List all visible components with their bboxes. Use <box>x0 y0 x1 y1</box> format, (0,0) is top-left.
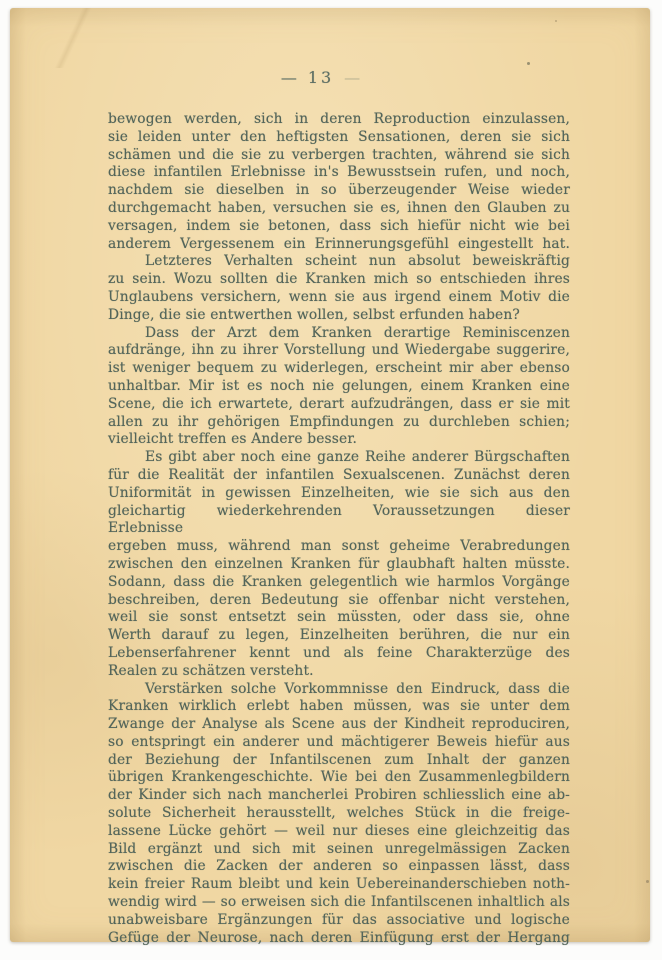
text-line: ergeben muss, während man sonst geheime Verabredungen <box>108 538 570 555</box>
text-line: Letzteres Verhalten scheint nun absolut beweiskräftig <box>145 253 570 270</box>
text-line: Verstärken solche Vorkommnisse den Eindruck, dass die <box>145 680 570 697</box>
text-line: Uniformität in gewissen Einzelheiten, wie sie sich aus den <box>108 484 570 501</box>
text-line: durchgemacht haben, versuchen sie es, ihnen den Glauben zu <box>108 199 570 216</box>
text-line: unabweisbare Ergänzungen für das associative und logische <box>108 911 570 928</box>
text-line: Bild ergänzt und sich mit seinen unregelmässigen Zacken <box>108 840 570 857</box>
text-line: Lebenserfahrener kennt und als feine Charakterzüge des <box>108 644 570 661</box>
text-line: für die Realität der infantilen Sexualscenen. Zunächst deren <box>108 466 570 483</box>
text-line: Es gibt aber noch eine ganze Reihe anderer Bürgschaften <box>145 449 570 466</box>
page-number-header <box>10 68 632 87</box>
paragraph <box>108 325 570 450</box>
book-page <box>10 8 650 946</box>
text-line: lassene Lücke gehört — weil nur dieses eine gleichzeitig das <box>108 822 570 839</box>
text-line: zu sein. Wozu sollten die Kranken mich so entschieden ihres <box>108 271 570 288</box>
ink-speck <box>555 20 557 22</box>
text-line: vielleicht treffen es Andere besser. <box>108 431 358 448</box>
text-line: allen zu ihr gehörigen Empfindungen zu durchleben schien; <box>108 413 570 430</box>
text-line: der Beziehung der Infantilscenen zum Inhalt der ganzen <box>108 751 570 768</box>
text-line: Realen zu schätzen versteht. <box>108 662 314 679</box>
paper-crease <box>28 8 118 68</box>
text-line: Scene, die ich erwartete, derart aufzudrängen, dass er sie mit <box>108 395 570 412</box>
text-line: Sodann, dass die Kranken gelegentlich wie harmlos Vorgänge <box>108 573 570 590</box>
text-line: zwischen die Zacken der anderen so einpassen lässt, dass <box>108 858 570 875</box>
text-line: gleichartig wiederkehrenden Voraussetzungen dieser Erlebnisse <box>108 502 570 537</box>
text-line: Zwange der Analyse als Scene aus der Kindheit reproduciren, <box>108 716 570 733</box>
text-line: solute Sicherheit herausstellt, welches Stück in die freige- <box>108 805 570 822</box>
text-line: nachdem sie dieselben in so überzeugender Weise wieder <box>108 182 570 199</box>
header-dash-left: — <box>280 68 298 87</box>
text-line: wendig wird — so erweisen sich die Infantilscenen inhaltlich als <box>108 894 570 911</box>
paragraph <box>108 111 570 253</box>
text-line: kein freier Raum bleibt und kein Uebereinanderschieben noth- <box>108 876 570 893</box>
text-line: Dinge, die sie entwerthen wollen, selbst erfunden haben? <box>108 306 520 323</box>
header-dash-right: — <box>344 68 362 87</box>
page-number: 13 <box>307 68 335 87</box>
ink-speck <box>527 62 530 65</box>
text-line: so entspringt ein anderer und mächtigerer Beweis hiefür aus <box>108 733 570 750</box>
text-line: übrigen Krankengeschichte. Wie bei den Zusammenlegbildern <box>108 769 570 786</box>
text-line: bewogen werden, sich in deren Reproduction einzulassen, <box>108 111 570 127</box>
text-line: Unglaubens versichern, wenn sie aus irgend einem Motiv die <box>108 288 570 305</box>
text-line: ist weniger bequem zu widerlegen, erscheint mir aber ebenso <box>108 360 570 377</box>
paragraph <box>108 253 570 324</box>
text-line: zwischen den einzelnen Kranken für glaubhaft halten müsste. <box>108 555 570 572</box>
text-line: Gefüge der Neurose, nach deren Einfügung erst der Hergang <box>108 929 570 946</box>
text-line: Dass der Arzt dem Kranken derartige Reminiscenzen <box>145 324 570 341</box>
text-line: versagen, indem sie betonen, dass sich hiefür nicht wie bei <box>108 217 570 234</box>
text-line: sie leiden unter den heftigsten Sensationen, deren sie sich <box>108 128 570 145</box>
text-line: weil sie sonst entsetzt sein müssten, oder dass sie, ohne <box>108 609 570 626</box>
text-line: anderem Vergessenem ein Erinnerungsgefühl eingestellt hat. <box>108 235 570 252</box>
text-block <box>108 111 570 947</box>
text-line: schämen und die sie zu verbergen trachten, während sie sich <box>108 146 570 163</box>
text-line: Kranken wirklich erlebt haben müssen, was sie unter dem <box>108 698 570 715</box>
paragraph <box>108 681 570 948</box>
text-line: beschreiben, deren Bedeutung sie offenbar nicht verstehen, <box>108 591 570 608</box>
paragraph <box>108 449 570 680</box>
text-line: aufdränge, ihn zu ihrer Vorstellung und Wiedergabe suggerire, <box>108 342 570 359</box>
text-line: diese infantilen Erlebnisse in's Bewusstsein rufen, und noch, <box>108 164 570 181</box>
ink-speck <box>646 880 649 883</box>
text-line: der Kinder sich nach mancherlei Probiren schliesslich eine ab- <box>108 787 570 804</box>
text-line: Werth darauf zu legen, Einzelheiten berühren, die nur ein <box>108 627 570 644</box>
text-line: unhaltbar. Mir ist es noch nie gelungen, einem Kranken eine <box>108 377 570 394</box>
